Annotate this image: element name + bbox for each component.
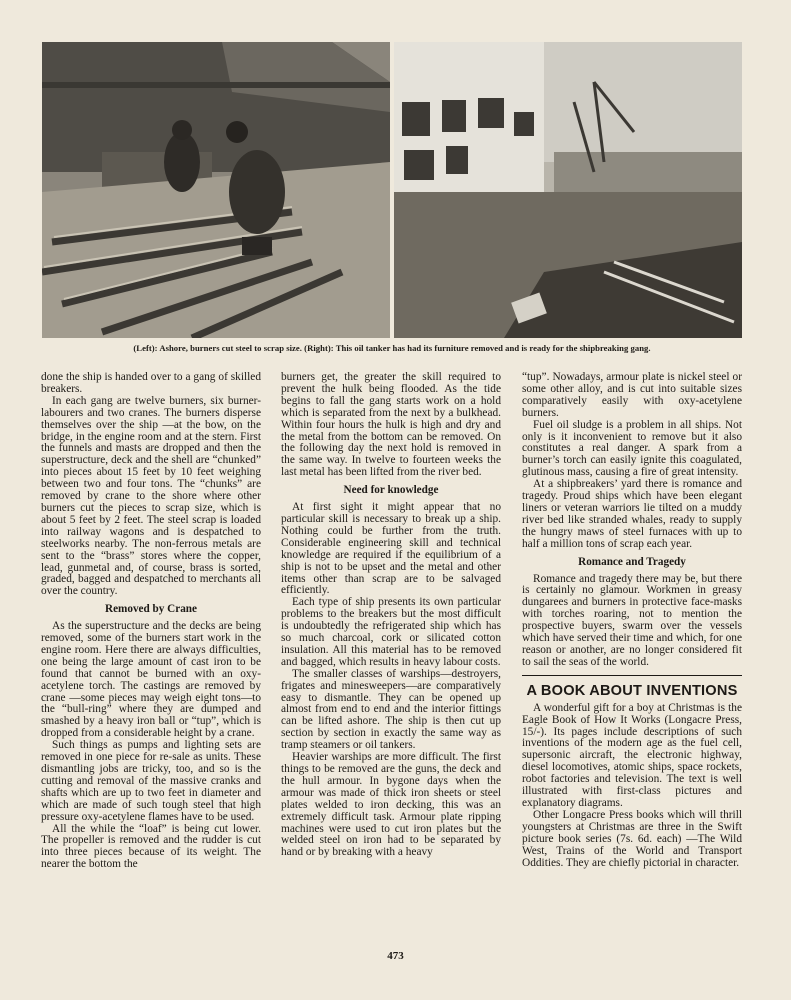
paragraph: Such things as pumps and lighting sets are removed in one piece for re-sale as units. These dismantling jobs are tricky, too, and so is the cutting and removal of the massive cranks and shafts which are up to two feet in diameter and which are made of such tough steel that high pressure oxy-acetylene flames have to be used. [41, 739, 261, 823]
paragraph: At first sight it might appear that no particular skill is necessary to break up a ship. Nothing could be further from the truth. Considerable engineering skill and technical knowledge are required if the equilibrium of a ship is not to be upset and the metal and other items other than scrap are to be salvaged efficiently. [281, 501, 501, 597]
subheading: Romance and Tragedy [578, 555, 686, 568]
photo-shore-burners [42, 42, 390, 338]
photo-caption: (Left): Ashore, burners cut steel to scrap size. (Right): This oil tanker has had its furniture removed and is ready for the shipbreaking gang. [133, 343, 651, 353]
text-column-3 [522, 372, 742, 869]
paragraph: Heavier warships are more difficult. The first things to be removed are the guns, the deck and the hull armour. In bygone days when the armour was made of thick iron sheets or steel plates welded to iron decking, this was an extremely difficult task. Armour plate ripping machines were used to cut iron plates but the welded steel on iron had to be separated by hand or by breaking with a heavy [281, 751, 501, 859]
paragraph: All the while the “loaf” is being cut lower. The propeller is removed and the rudder is cut into three pieces because of its weight. The nearer the bottom the [41, 822, 261, 871]
paragraph: As the superstructure and the decks are being removed, some of the burners start work in the engine room. Here there are always difficulties, one being the large amount of cast iron to be found that cannot be burned with an oxy-acetylene torch. The castings are removed by crane —some pieces may weigh eight tons—to the “bull-ring” where they are dumped and smashed by a heavy iron ball or “tup”, which is dropped from a considerable height by a crane. [41, 620, 261, 740]
subheading: Need for knowledge [343, 484, 439, 497]
page-number: 473 [387, 950, 404, 962]
subheading: Removed by Crane [105, 603, 197, 616]
text-column-2 [281, 372, 501, 859]
paragraph: Fuel oil sludge is a problem in all ships. Not only is it inconvenient to remove but it also constitutes a real danger. A spark from a burner’s torch can easily ignite this coagulated, glutinous mass, causing a fire of great intensity. [522, 418, 742, 479]
paragraph: “tup”. Nowadays, armour plate is nickel steel or some other alloy, and is cut into suitable sizes comparatively easily with oxy-acetylene burners. [522, 371, 742, 419]
paragraph: A wonderful gift for a boy at Christmas is the Eagle Book of How It Works (Longacre Press, 15/-). Its pages include descriptions of such inventions of the modern age as the fuel cell, supersonic aircraft, the electronic highway, diesel locomotives, atomic ships, space rockets, robot factories and television. The text is well illustrated with first-class pictures and explanatory diagrams. [522, 701, 742, 809]
paragraph: Romance and tragedy there may be, but there is certainly no glamour. Workmen in greasy dungarees and burners in protective face-masks with torches roaring, not to mention the prospective buyers, swarm over the vessels which have served their time and which, for one reason or another, are no longer considered fit to sail the seas of the world. [522, 572, 742, 668]
paragraph: Each type of ship presents its own particular problems to the breakers but the most difficult is undoubtedly the refrigerated ship which has so much charcoal, cork or silicated cotton insulation. All this material has to be removed and bagged, which results in heavy labour costs. [281, 596, 501, 668]
photo-oil-tanker [394, 42, 742, 338]
paragraph: In each gang are twelve burners, six burner-labourers and two cranes. The burners disperse themselves over the ship —at the bow, on the bridge, in the engine room and at the stern. First the funnels and masts are dropped and then the superstructure, deck and the shell are “chunked” into pieces about 15 feet by 10 feet weighing between two and four tons. The “chunks” are removed by crane to the shore where other burners cut the pieces to scrap size, which is about 5 feet by 2 feet. The steel scrap is loaded into railway wagons and is despatched to steelworks nearby. The non-ferrous metals are sent to the “brass” stores where the copper, lead, gunmetal and, of course, brass is sorted, graded, bagged and despatched to merchants all over the country. [41, 394, 261, 598]
paragraph: Other Longacre Press books which will thrill youngsters at Christmas are three in the Swift picture book series (7s. 6d. each) —The Wild West, Trains of the World and Transport Oddities. They are chiefly pictorial in character. [522, 808, 742, 869]
paragraph: burners get, the greater the skill required to prevent the hulk being flooded. As the tide begins to fall the gang starts work on a hold which is separated from the next by a bulkhead. Within four hours the hulk is high and dry and the metal from the bottom can be removed. On the following day the next hold is removed in the same way. In twelve to fourteen weeks the last metal has been lifted from the river bed. [281, 371, 501, 479]
photo-shore-burners-image [42, 42, 390, 338]
text-column-1 [41, 372, 261, 871]
photo-oil-tanker-image [394, 42, 742, 338]
section-heading: A BOOK ABOUT INVENTIONS [522, 675, 742, 699]
paragraph: done the ship is handed over to a gang of skilled breakers. [41, 371, 261, 395]
paragraph: The smaller classes of warships—destroyers, frigates and minesweepers—are comparatively easy to dismantle. They can be opened up almost from end to end and the interior fittings can be lifted ashore. The ship is then cut up section by section in exactly the same way as tramp steamers or oil tankers. [281, 667, 501, 752]
paragraph: At a shipbreakers’ yard there is romance and tragedy. Proud ships which have been elegant liners or veteran warriors lie tilted on a muddy river bed like stranded whales, ready to supply the hungry maws of steel furnaces with up to half a million tons of scrap each year. [522, 478, 742, 550]
